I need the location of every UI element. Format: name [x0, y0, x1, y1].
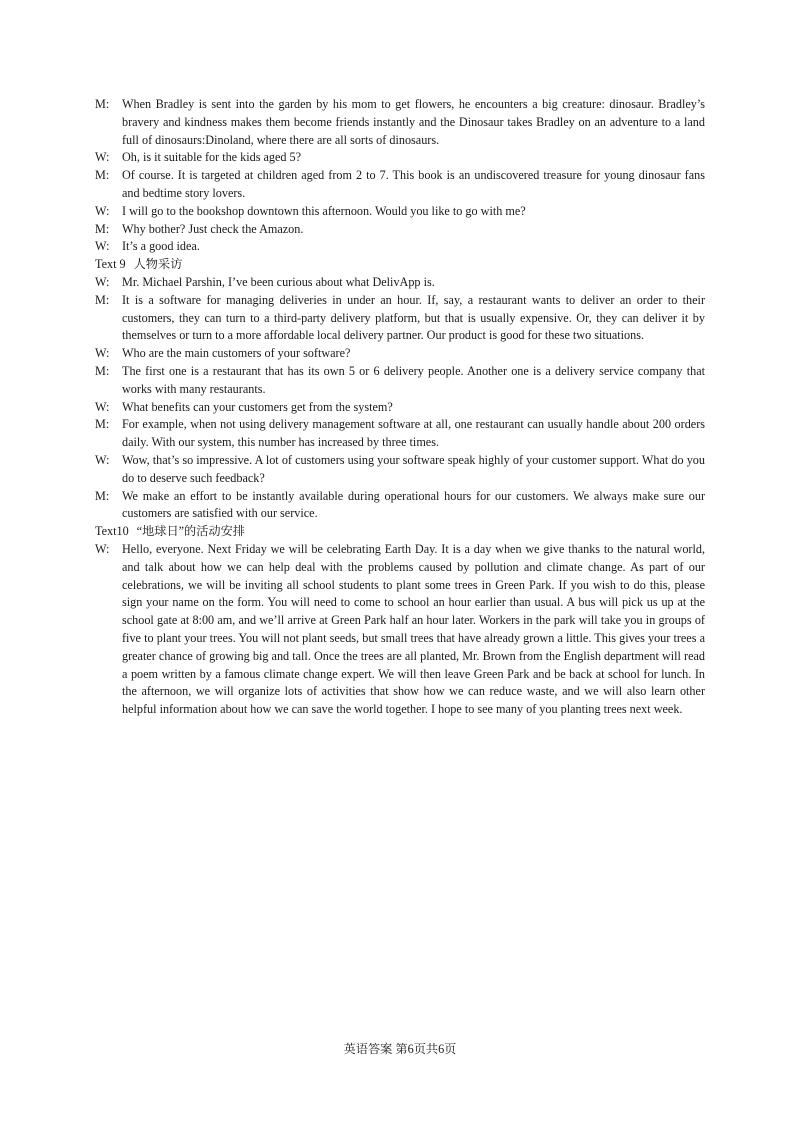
dialogue-line: [95, 488, 705, 524]
section-heading-text9: [95, 256, 705, 274]
transcript-body: [95, 96, 705, 719]
speaker-label: W:: [95, 239, 110, 254]
speaker-label: M:: [95, 292, 110, 307]
dialogue-line: [95, 416, 705, 452]
dialogue-text: We make an effort to be instantly available during operational hours for our customers. We always make sure our customers are satisfied with our service.: [122, 488, 705, 521]
dialogue-line: [95, 274, 705, 292]
dialogue-line: [95, 238, 705, 256]
dialogue-text: When Bradley is sent into the garden by his mom to get flowers, he encounters a big creature: dinosaur. Bradley’s bravery and kindness makes them become friends instantly and the Dinosaur takes Bradley on an adventure to a land full of dinosaurs:Dinoland, where there are all sorts of dinosaurs.: [122, 97, 705, 147]
dialogue-text: Hello, everyone. Next Friday we will be celebrating Earth Day. It is a day when we give thanks to the natural world, and talk about how we can help deal with the problems caused by pollution and climate change. As part of our celebrations, we will be inviting all school students to plant some trees in Green Park. If you wish to do this, please sign your name on the form. You will need to come to school an hour earlier than usual. A bus will pick us up at the school gate at 8:00 am, and we’ll arrive at Green Park half an hour later. Workers in the park will take you in groups of five to plant your trees. You will not plant seeds, but small trees that have already grown a little. This gives your trees a greater chance of growing big and tall. Once the trees are all planted, Mr. Brown from the English department will read a poem written by a famous climate change expert. We will then leave Green Park and be back at school for lunch. In the afternoon, we will organize lots of activities that show how we can reduce waste, and we will also learn other helpful information about how we can save the world together. I hope to see many of you planting trees next week.: [122, 541, 705, 717]
dialogue-line: [95, 541, 705, 719]
dialogue-text: What benefits can your customers get from the system?: [122, 399, 393, 414]
speaker-label: W:: [95, 452, 110, 467]
dialogue-line: [95, 96, 705, 149]
dialogue-text: Mr. Michael Parshin, I’ve been curious about what DelivApp is.: [122, 274, 435, 289]
dialogue-text: Wow, that’s so impressive. A lot of customers using your software speak highly of your customer support. What do you do to deserve such feedback?: [122, 452, 705, 485]
speaker-label: M:: [95, 363, 110, 378]
dialogue-line: [95, 345, 705, 363]
section-label: Text 9: [95, 257, 126, 272]
dialogue-line: [95, 363, 705, 399]
dialogue-line: [95, 221, 705, 239]
speaker-label: M:: [95, 221, 110, 236]
dialogue-text: Oh, is it suitable for the kids aged 5?: [122, 150, 302, 165]
dialogue-text: The first one is a restaurant that has its own 5 or 6 delivery people. Another one is a delivery service company that works with many restaurants.: [122, 363, 705, 396]
section-heading-text10: [95, 523, 705, 541]
section-title: “地球日”的活动安排: [136, 524, 245, 539]
speaker-label: M:: [95, 488, 110, 503]
speaker-label: W:: [95, 150, 110, 165]
dialogue-text: Of course. It is targeted at children aged from 2 to 7. This book is an undiscovered treasure for young dinosaur fans and bedtime story lovers.: [122, 168, 705, 200]
dialogue-line: [95, 452, 705, 488]
dialogue-text: For example, when not using delivery management software at all, one restaurant can usually handle about 200 orders daily. With our system, this number has increased by three times.: [122, 417, 705, 450]
speaker-label: W:: [95, 541, 110, 556]
dialogue-line: [95, 149, 705, 167]
dialogue-text: Why bother? Just check the Amazon.: [122, 221, 304, 236]
speaker-label: M:: [95, 417, 110, 432]
page-footer: 英语答案 第6页共6页: [343, 1042, 457, 1056]
speaker-label: W:: [95, 346, 110, 361]
section-title: 人物采访: [133, 257, 183, 272]
dialogue-line: [95, 292, 705, 345]
section-label: Text10: [95, 524, 129, 539]
dialogue-text: Who are the main customers of your software?: [122, 346, 351, 361]
speaker-label: W:: [95, 399, 110, 414]
dialogue-text: I will go to the bookshop downtown this afternoon. Would you like to go with me?: [122, 203, 526, 218]
speaker-label: M:: [95, 97, 110, 111]
dialogue-text: It is a software for managing deliveries in under an hour. If, say, a restaurant wants to deliver an order to their customers, they can turn to a third-party delivery platform, but that is usually expensive. Or, they can deliver it by themselves or turn to a more affordable local delivery partner. Our product is good for these two situations.: [122, 292, 705, 343]
speaker-label: W:: [95, 274, 110, 289]
speaker-label: M:: [95, 168, 110, 183]
speaker-label: W:: [95, 203, 110, 218]
dialogue-line: [95, 203, 705, 221]
dialogue-text: It’s a good idea.: [122, 239, 200, 254]
dialogue-line: [95, 399, 705, 417]
dialogue-line: [95, 167, 705, 203]
